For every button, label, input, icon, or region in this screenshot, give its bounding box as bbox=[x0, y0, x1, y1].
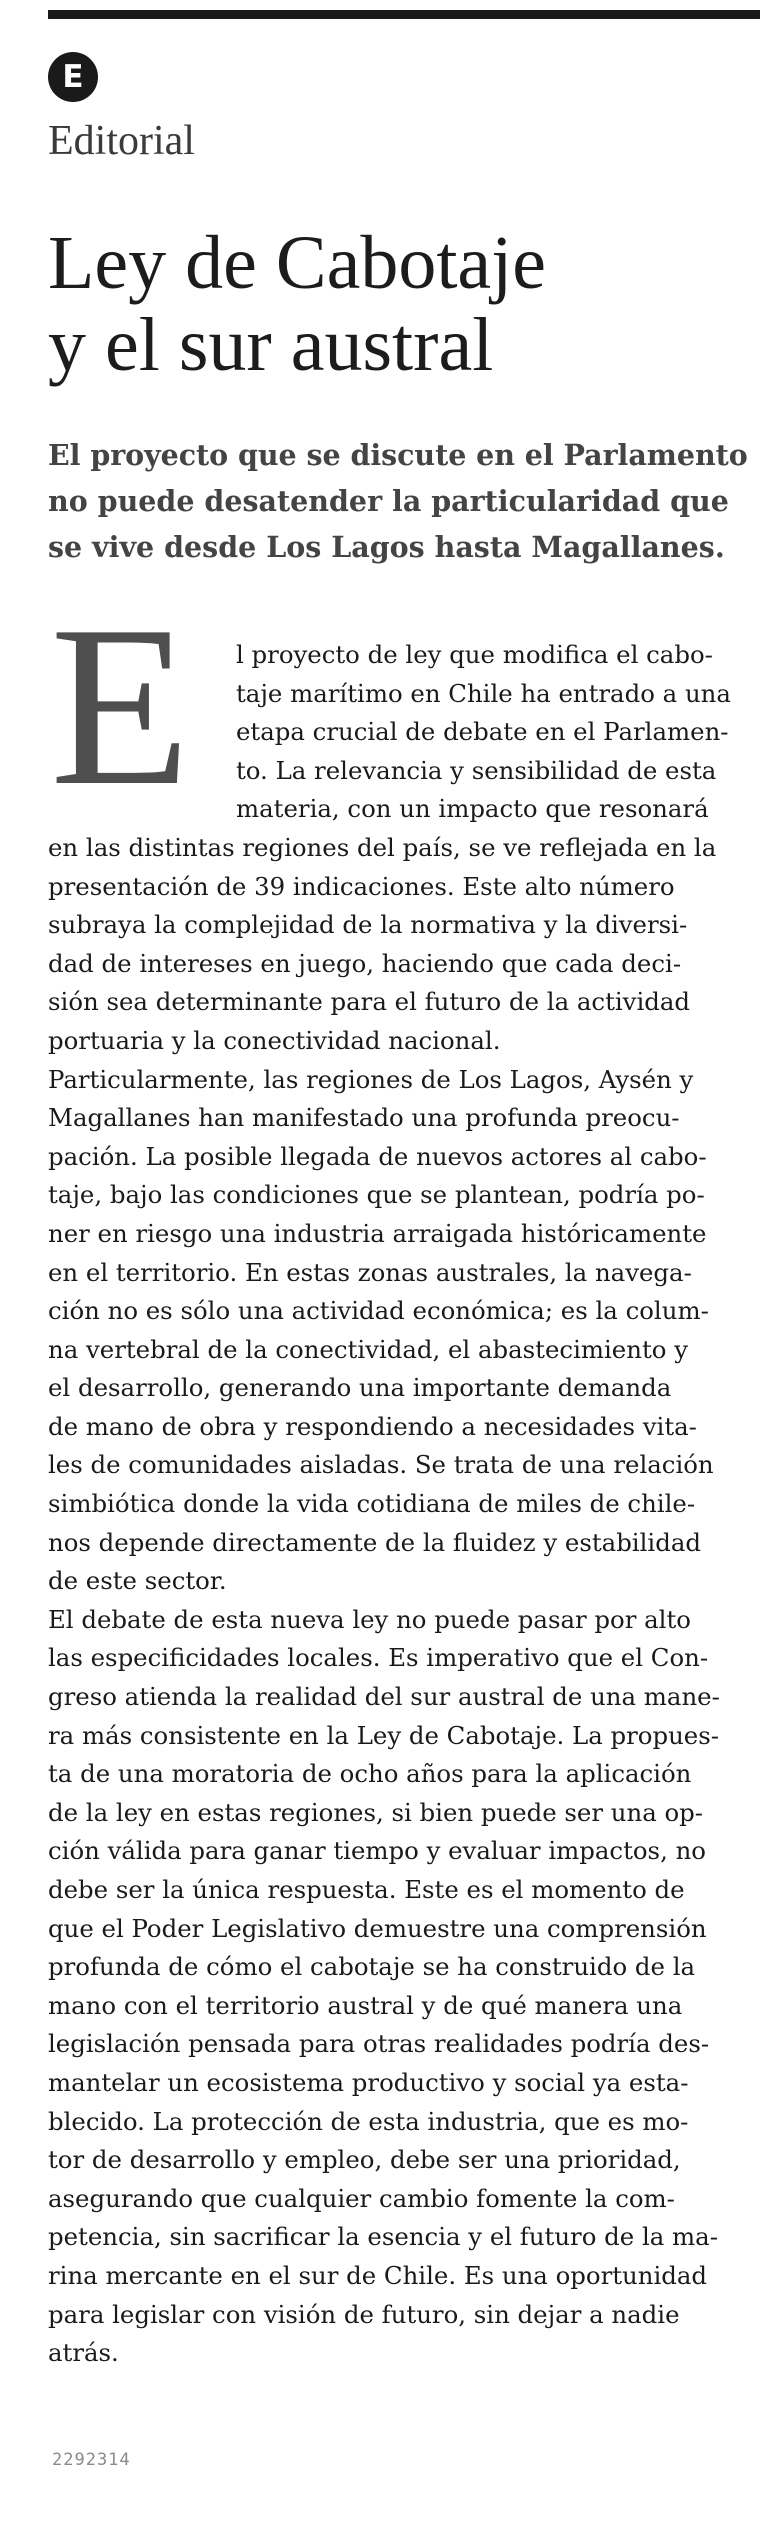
body-line: to. La relevancia y sensibilidad de esta bbox=[236, 755, 717, 785]
body-line: ción válida para ganar tiempo y evaluar impactos, no bbox=[48, 1836, 706, 1866]
body-line: ta de una moratoria de ocho años para la aplicación bbox=[48, 1759, 692, 1789]
body-line: mantelar un ecosistema productivo y social ya esta- bbox=[48, 2067, 689, 2097]
body-line: para legislar con visión de futuro, sin dejar a nadie bbox=[48, 2299, 680, 2329]
body-line: en las distintas regiones del país, se ve reflejada en la bbox=[48, 832, 717, 862]
section-name: Editorial bbox=[48, 118, 195, 164]
body-line: legislación pensada para otras realidades podría des- bbox=[48, 2029, 710, 2059]
body-paragraph bbox=[48, 1601, 756, 2373]
body-line: subraya la complejidad de la normativa y la diversi- bbox=[48, 910, 688, 940]
body-line: ción no es sólo una actividad económica; es la colum- bbox=[48, 1296, 709, 1326]
body-line: etapa crucial de debate en el Parlamen- bbox=[236, 717, 729, 747]
body-line: ra más consistente en la Ley de Cabotaje. La propues- bbox=[48, 1720, 719, 1750]
body-line: portuaria y la conectividad nacional. bbox=[48, 1025, 501, 1055]
headline-line: y el sur austral bbox=[48, 303, 494, 387]
article-body bbox=[48, 636, 756, 2373]
body-line: mano con el territorio austral y de qué manera una bbox=[48, 1990, 683, 2020]
body-line: pación. La posible llegada de nuevos actores al cabo- bbox=[48, 1141, 707, 1171]
body-line: de la ley en estas regiones, si bien puede ser una op- bbox=[48, 1797, 704, 1827]
article-id: 2292314 bbox=[52, 2450, 131, 2470]
body-line: de mano de obra y respondiendo a necesidades vita- bbox=[48, 1411, 697, 1441]
headline-line: Ley de Cabotaje bbox=[48, 221, 547, 305]
body-line: El debate de esta nueva ley no puede pasar por alto bbox=[48, 1604, 691, 1634]
body-line: simbiótica donde la vida cotidiana de miles de chile- bbox=[48, 1489, 696, 1519]
body-line: nos depende directamente de la fluidez y estabilidad bbox=[48, 1527, 701, 1557]
drop-cap: E bbox=[50, 578, 191, 833]
body-line: dad de intereses en juego, haciendo que cada deci- bbox=[48, 948, 682, 978]
body-line: Particularmente, las regiones de Los Lagos, Aysén y bbox=[48, 1064, 694, 1094]
body-paragraph bbox=[48, 636, 756, 1061]
body-line: blecido. La protección de esta industria, que es mo- bbox=[48, 2106, 689, 2136]
section-badge-icon: E bbox=[48, 52, 98, 102]
body-line: Magallanes han manifestado una profunda preocu- bbox=[48, 1103, 680, 1133]
body-line: l proyecto de ley que modifica el cabo- bbox=[236, 640, 713, 669]
body-line: en el territorio. En estas zonas australes, la navega- bbox=[48, 1257, 692, 1287]
body-line: greso atienda la realidad del sur austral de una mane- bbox=[48, 1682, 720, 1712]
body-line: presentación de 39 indicaciones. Este alto número bbox=[48, 871, 675, 901]
body-line: materia, con un impacto que resonará bbox=[236, 794, 709, 824]
body-line: taje marítimo en Chile ha entrado a una bbox=[236, 678, 731, 708]
body-line: debe ser la única respuesta. Este es el momento de bbox=[48, 1875, 685, 1904]
body-line: sión sea determinante para el futuro de la actividad bbox=[48, 987, 691, 1017]
body-line: taje, bajo las condiciones que se plantean, podría po- bbox=[48, 1180, 705, 1210]
body-line: profunda de cómo el cabotaje se ha construido de la bbox=[48, 1952, 696, 1982]
headline bbox=[48, 222, 748, 386]
body-line: tor de desarrollo y empleo, debe ser una prioridad, bbox=[48, 2145, 681, 2175]
top-rule bbox=[48, 10, 760, 19]
body-line: las especificidades locales. Es imperativo que el Con- bbox=[48, 1643, 709, 1673]
body-line: ner en riesgo una industria arraigada históricamente bbox=[48, 1218, 707, 1248]
body-line: el desarrollo, generando una importante demanda bbox=[48, 1373, 672, 1403]
body-line: asegurando que cualquier cambio fomente la com- bbox=[48, 2183, 675, 2213]
deck-line: se vive desde Los Lagos hasta Magallanes. bbox=[48, 530, 725, 564]
body-paragraph bbox=[48, 1061, 756, 1601]
body-line: que el Poder Legislativo demuestre una comprensión bbox=[48, 1913, 707, 1943]
body-line: les de comunidades aisladas. Se trata de una relación bbox=[48, 1450, 714, 1480]
body-line: de este sector. bbox=[48, 1566, 227, 1596]
deck-subheadline bbox=[48, 432, 748, 570]
deck-line: El proyecto que se discute en el Parlamento bbox=[48, 438, 748, 472]
body-line: na vertebral de la conectividad, el abastecimiento y bbox=[48, 1334, 688, 1364]
body-line: petencia, sin sacrificar la esencia y el futuro de la ma- bbox=[48, 2222, 718, 2252]
deck-line: no puede desatender la particularidad que bbox=[48, 484, 729, 518]
body-line: atrás. bbox=[48, 2338, 119, 2368]
body-line: rina mercante en el sur de Chile. Es una oportunidad bbox=[48, 2260, 708, 2290]
